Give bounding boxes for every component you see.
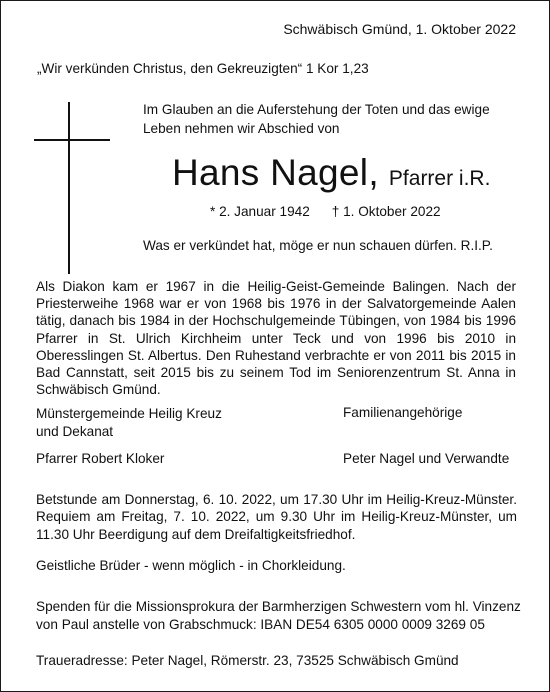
intro-text [143,100,490,138]
donation-line-2: von Paul anstelle von Grabschmuck: IBAN DE54 6305 0000 0009 3269 05 [36,616,485,632]
mourners-parish-line-1: Münstergemeinde Heilig Kreuz [36,406,222,421]
mourning-address: Traueradresse: Peter Nagel, Römerstr. 23, 73525 Schwäbisch Gmünd [36,653,459,668]
intro-line-2: Leben nehmen wir Abschied von [143,121,340,136]
signature-family: Peter Nagel und Verwandte [343,451,510,466]
cross-icon [34,102,110,274]
birth-date: * 2. Januar 1942 [210,204,310,219]
biography [36,278,516,398]
mourners-parish-line-2: und Dekanat [36,423,114,439]
mourners-parish [36,405,222,440]
service-details [36,491,517,543]
donation-line-1: Spenden für die Missionsprokura der Barmherzigen Schwestern vom hl. Vinzenz [36,599,521,614]
clergy-note: Geistliche Brüder - wenn möglich - in Chorkleidung. [36,558,346,573]
service-text: Betstunde am Donnerstag, 6. 10. 2022, um 17.30 Uhr im Heilig-Kreuz-Münster. Requiem am Freitag, 7. 10. 2022, um 9.30 Uhr im Heilig-Kreuz-Münster, um 11.30 Uhr Beerdigung auf dem Dreifaltigkeitsfriedhof. [36,492,517,542]
deceased-name-line [172,151,490,203]
intro-line-1: Im Glauben an die Auferstehung der Toten und das ewige [143,102,490,117]
cross-horizontal-bar [34,139,110,141]
biography-text: Als Diakon kam er 1967 in die Heilig-Geist-Gemeinde Balingen. Nach der Priesterweihe 1968 war er von 1968 bis 1976 in der Salvatorgemeinde Aalen tätig, danach bis 1984 in der Hochschulgemeinde Tübingen, von 1984 bis 1996 Pfarrer in St. Ulrich Kirchheim unter Teck und von 1996 bis 2010 in Oberesslingen St. Albertus. Den Ruhestand verbrachte er von 2011 bis 2015 in Bad Cannstatt, seit 2015 bis zu seinem Tod im Seniorenzentrum St. Anna in Schwäbisch Gmünd. [36,279,516,398]
signature-parish: Pfarrer Robert Kloker [36,451,165,466]
bible-verse: „Wir verkünden Christus, den Gekreuzigten“ 1 Kor 1,23 [37,61,369,76]
life-dates [210,204,441,219]
donation-info [36,598,521,633]
death-date: † 1. Oktober 2022 [331,204,441,219]
deceased-name: Hans Nagel, [172,152,379,193]
cross-vertical-bar [68,102,70,274]
deceased-title: Pfarrer i.R. [388,167,491,190]
place-and-date: Schwäbisch Gmünd, 1. Oktober 2022 [283,21,516,37]
memorial-quote: Was er verkündet hat, möge er nun schauen dürfen. R.I.P. [143,238,493,253]
mourners-family: Familienangehörige [343,405,463,420]
